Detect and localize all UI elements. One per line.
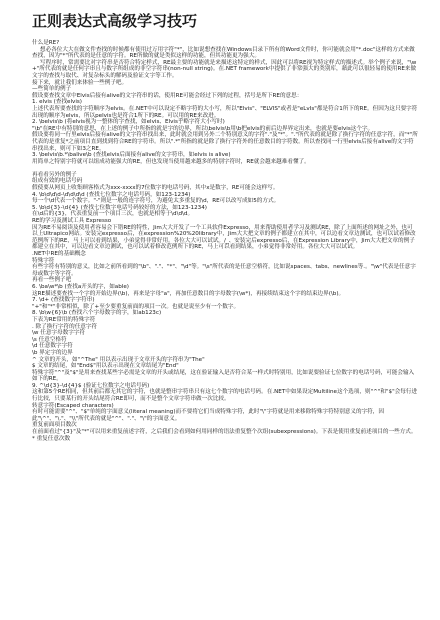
paragraph-line: 特殊字符"^"及"$"是用来查找某些字必需是文章的开头或结尾，这在验证输入是否符合某一样式时特别用，比如说要验证七位数字的电话号码，可能会输入如下的RE。 — [32, 369, 415, 383]
paragraph-line: . 除了换行字符的任意字符 — [32, 323, 98, 330]
paragraph-line: 1. elvis (查找elvis) — [32, 99, 82, 106]
paragraph-line: ^ 文章的开头，如"^The" 用以表示出现于文章开头的字符串为"The" — [32, 356, 205, 363]
paragraph-line: 这和第5个RE相同，但其前后都无其它的字符，也就是整串字符串只有这七个数字的电话号码。在.NET中如果设定Multiline这个选项，则"^"和"$"会每行进行比较，只要某行的开头结尾符合RE即可，而不是整个文章字符串做一次比较。 — [32, 389, 418, 403]
paragraph-line: 重复前面项目数次 — [32, 422, 77, 429]
paragraph-line: 9. ^\d{3}-\d{4}$ (验证七位数字之电话号码) — [32, 382, 150, 389]
paragraph-line: 想必各位大大在做文件查找的时候都有使用过万用字符"*"，比如说想查找在Windows目录下所有的Word文件时，你可能就会用"*.doc"这样的方式来做查找，因为"*"所代表的是任意的字符。RE所做的就是类似这样的功能，但其功能更为强大。 — [32, 46, 415, 60]
paragraph-line: 用简单之特别字符就可以组成功能强大的RE，但也发现当使用越来越多的特别字符时，RE就会越来越难看懂了。 — [32, 158, 310, 165]
paragraph-line: 7. \d+ (查找数字字符串) — [32, 297, 95, 304]
paragraph-line: 有时可能需要"^"、"$"单纯的字面意义(literal meaning)而不要将它们当成特殊字符，此时"\"字符就是用来移除特殊字符特别意义的字符，因此"\^"、"\."、"\\"所代表的就是"^"、"."、"\"的字面意义。 — [32, 409, 384, 422]
paragraph-line: 特殊字符 — [32, 257, 55, 264]
paragraph-line: 转意字符(Escaped characters) — [32, 402, 114, 409]
paragraph-line: 下表为RE常用的特殊字符 — [32, 316, 96, 323]
paragraph-line: 在前面看过"{3}"及"*"可以用来重复前述字符，之后我们会看到如何用同样的语法重复整个次组(subexpressions)。下表是使用重复前述项目的一些方式。 — [32, 429, 417, 436]
paragraph-line: $ 文章的结尾，如"End$"用以表示出现在文章结尾为"End" — [32, 363, 179, 370]
paragraph-line: 再看一些例子吧 — [32, 277, 72, 284]
paragraph-line: 2. \belvis\b (将elvis视为一整体的字查找，如elvis、Elvis乎略字符大小写时) — [32, 119, 225, 126]
paragraph-line: .NET中RE的基础概念 — [32, 251, 86, 257]
paragraph-line: 6. \ba\w*\b (查找a开头的字，如able) — [32, 283, 129, 290]
paragraph-line: 8. \b\w{6}\b (查找六个字母数字的字，如ab123c) — [32, 310, 162, 317]
paragraph-line: 组成有效的电话号码 — [32, 178, 83, 185]
paragraph-line: 假使要从网页上收集顾客格式为xxx-xxxx的7位数字的电话号码，其中x是数字，RE可能会这样写。 — [32, 185, 279, 192]
paragraph-line: 假设要将同一行里elvis后接有alive的文字符串找出来，此时就会用到另外二个特别意义的字符"."及"*"。"."所代表的就是除了换行字符的任意字符，而"*"所代表的是重复*之前项目直到找到符合RE的字符串。所以".*"所指的就是除了换行字符外的任意数目的字符数。所以查找同一行里elvis后接有alive的文字符串找出来，则可下如3之RE。 — [32, 132, 418, 152]
paragraph-line: 5. \b\d{3}-\d{4} (查找七位数字电话号码较好的方法，如123-1234) — [32, 204, 207, 211]
paragraph-line: 接下来，就让我们来体验一些例子吧。 — [32, 79, 128, 86]
paragraph-line: "+"和"*"非常相似，除了+至少要重复前面的项目一次。也就是说至少有一个数字。 — [32, 303, 240, 310]
paragraph-line: \s 任意空格符 — [32, 336, 67, 343]
paragraph-line: \b 界定字的边界 — [32, 349, 73, 356]
paragraph-line: 每一个\d代表一个数字。"-"则是一般的连字符号，为避免太多重复的\d，RE可以改写成如5的方式。 — [32, 198, 280, 205]
paragraph-line: RE的学习及测试工具 Expresso — [32, 218, 112, 225]
paragraph-line: 假设要查找文章中Elvis后接有alive的文字符串的话，使用RE可能会经过下列的过程，括号是所下RE的意思： — [32, 92, 303, 99]
paragraph-line: —些简单的例子 — [32, 86, 72, 93]
paragraph-line: 这RE描述要查找一个字的开始边界(\b)，再来是字母"a"，再加任意数目的字母数字(\w*)，再接续结束这个字的结束边界(\b)。 — [32, 290, 345, 297]
document-body — [32, 40, 418, 442]
paragraph-line: 什么是RE? — [32, 40, 60, 46]
paragraph-line: 3. \belvis\b.*\balive\b (查找elvis后面接有alive的文字符串，如elvis is alive) — [32, 152, 231, 159]
paragraph-line: \w 任意字母数字字符 — [32, 330, 85, 337]
paragraph-line: 因为RE不易阅读及使用者容易会下错RE的特性，Jim大大开发了一个工具软件Expresso，用来帮助使用者学习及测试RE，除了上面所述的网址之外，也可以上Ultrapico网站。安装完expresso后，在expression%20%20library中，Jim大大把文章的例子都建立在其中，可以边看文章边测试，也可以试着修改范例所下的RE，马上可以看到结果，小弟觉得非常好用。各位大大可以试试。/_、安装完后expresso后，在Expression Library中，Jim大大把文章的例子都建立在其中，可以边看文章边测试，也可以试着修改范例所下的RE，马上可以看到结果，小弟觉得非常好用。各位大大可以试试。 — [32, 224, 416, 251]
paragraph-line: 在\d后的{3}，代表重复前一个项目三次，也就是相等于\d\d\d。 — [32, 211, 194, 218]
paragraph-line: 有些字符有特别的意义，比如之前所看到的"\b"、"."、"*"、"\d"等。"\s"所代表的是任意空格符，比如说spaces、tabs、newlines等.。"\w"代表是任意字母或数字等字符。 — [32, 264, 416, 277]
paragraph-line: 上述代表所要查找的字符顺序为elvis。在.NET中可以设定不略字符的大小写，所以"Elvis"、"ELVIS"或者是"eLvIs"都是符合1所下的RE。但因为这只要字符出现的顺序为elvis，所以pelvis也是符合1所下的RE。可以用的RE来改进。 — [32, 105, 418, 119]
paragraph-line: \d 任意数字字符 — [32, 343, 73, 350]
paragraph-line: 写程序时，常需要比对字符串是否符合特定样式，RE最主要的功能就是来描述这特定的样式，因此可以将RE视为特定样式的描述式。举个例子来说，"\w+"所代表的就是任何字串且与数字所组成的非空字符串(non-null string)。在.NET framework中提供了非常强大的类别库，藉此可以很轻易的使用RE来做文字的查找与取代、对复杂标头的解码及验证文字等工作。 — [32, 59, 417, 79]
paragraph-line: 再看看另外的例子 — [32, 171, 77, 178]
page-title: 正则表达式高级学习技巧 — [32, 12, 198, 30]
paragraph-line: * 重复任意次数 — [32, 435, 71, 442]
paragraph-line: "\b"在RE中有特别的意思，在上述的例子中所指的就是字的边界，所以\belvis\b用\b把elvis的前后边界界定出来，也就是要elvis这个字。 — [32, 125, 374, 132]
paragraph-line: 4. \b\d\d\d-\d\d\d\d (查找七位数字之电话号码，如123-1234) — [32, 191, 191, 198]
